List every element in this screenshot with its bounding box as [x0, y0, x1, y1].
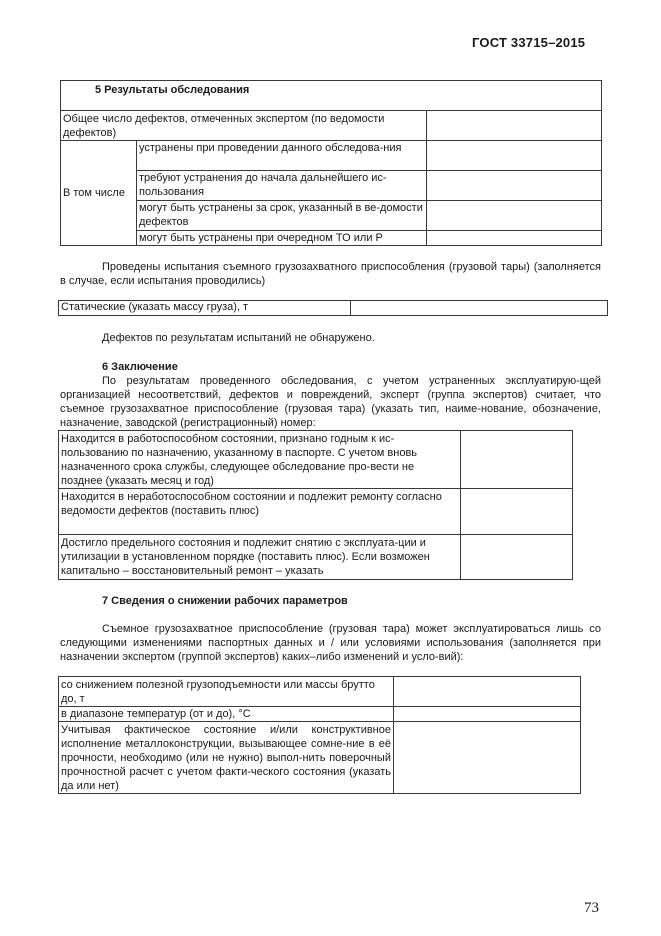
reduced-params-table [58, 676, 581, 794]
section6-paragraph [60, 374, 601, 430]
static-test-label: Статические (указать массу груза), т [59, 301, 351, 316]
conclusion-table [58, 430, 573, 580]
inspection-results-table [60, 80, 602, 246]
total-defects-label: Общее число дефектов, отмеченных экспертом (по ведомости дефектов) [61, 111, 427, 141]
conclusion-option-label: Находится в неработоспособном состоянии и подлежит ремонту согласно ведомости дефектов (поставить плюс) [59, 489, 461, 535]
conclusion-option-value[interactable] [461, 535, 573, 580]
conclusion-option-label: Достигло предельного состояния и подлежит снятию с эксплуата-ции и утилизации в установленном порядке (поставить плюс). Если возможен капитально – восстановительный ремонт – указать [59, 535, 461, 580]
defects-row-value[interactable] [427, 171, 602, 201]
tests-paragraph [60, 260, 601, 288]
section7-paragraph [60, 622, 601, 664]
reduced-param-value[interactable] [394, 677, 581, 707]
reduced-param-label: со снижением полезной грузоподъемности или массы брутто до, т [59, 677, 394, 707]
section5-title: 5 Результаты обследования [95, 84, 250, 96]
section7-title: 7 Сведения о снижении рабочих параметров [102, 595, 348, 607]
page-number: 73 [584, 900, 599, 916]
including-label-cell [61, 141, 137, 246]
conclusion-option-value[interactable] [461, 489, 573, 535]
document-code: ГОСТ 33715–2015 [472, 35, 586, 50]
reduced-param-label: в диапазоне температур (от и до), °С [59, 707, 394, 722]
no-defects-text: Дефектов по результатам испытаний не обнаружено. [102, 332, 375, 344]
conclusion-option-label: Находится в работоспособном состоянии, признано годным к ис-пользованию по назначению, указанному в паспорте. С учетом вновь назначенного срока службы, следующее обследование про-вести не позднее (указать месяц и год) [59, 431, 461, 489]
static-test-value[interactable] [351, 301, 608, 316]
static-test-table [58, 300, 608, 316]
reduced-param-value[interactable] [394, 722, 581, 794]
defects-row-value[interactable] [427, 201, 602, 231]
conclusion-option-value[interactable] [461, 431, 573, 489]
total-defects-value[interactable] [427, 111, 602, 141]
defects-row-value[interactable] [427, 231, 602, 246]
tests-text: Проведены испытания съемного грузозахватного приспособления (грузовой тары) (заполняется в случае, если испытания проводились) [60, 261, 601, 287]
defects-row-label: могут быть устранены за срок, указанный в ве-домости дефектов [137, 201, 427, 231]
conclusion-text: По результатам проведенного обследования, с учетом устраненных эксплуатирую-щей организацией несоответствий, дефектов и повреждений, эксперт (группа экспертов) считает, что съемное грузозахватное приспособление (грузовая тара) (указать тип, наиме-нование, обозначение, назначение, заводской (регистрационный) номер: [60, 375, 601, 429]
defects-row-value[interactable] [427, 141, 602, 171]
section5-title-cell [61, 81, 602, 111]
reduced-param-value[interactable] [394, 707, 581, 722]
including-label: В том числе [63, 187, 125, 199]
defects-row-label: требуют устранения до начала дальнейшего ис-пользования [137, 171, 427, 201]
reduced-params-text: Съемное грузозахватное приспособление (грузовая тара) может эксплуатироваться лишь со следующими изменениями паспортных данных и / или условиями использования (заполняется при назначении экспертом (группой экспертов) каких–либо изменений и усло-вий): [60, 623, 601, 663]
defects-row-label: устранены при проведении данного обследова-ния [137, 141, 427, 171]
reduced-param-label: Учитывая фактическое состояние и/или конструктивное исполнение металлоконструкции, вызывающее сомне-ние в её прочности, необходимо (или не нужно) выпол-нить поверочный прочностной расчет с учетом факти-ческого состояния (указать да или нет) [59, 722, 394, 794]
section6-title: 6 Заключение [102, 361, 178, 373]
defects-row-label: могут быть устранены при очередном ТО или Р [137, 231, 427, 246]
